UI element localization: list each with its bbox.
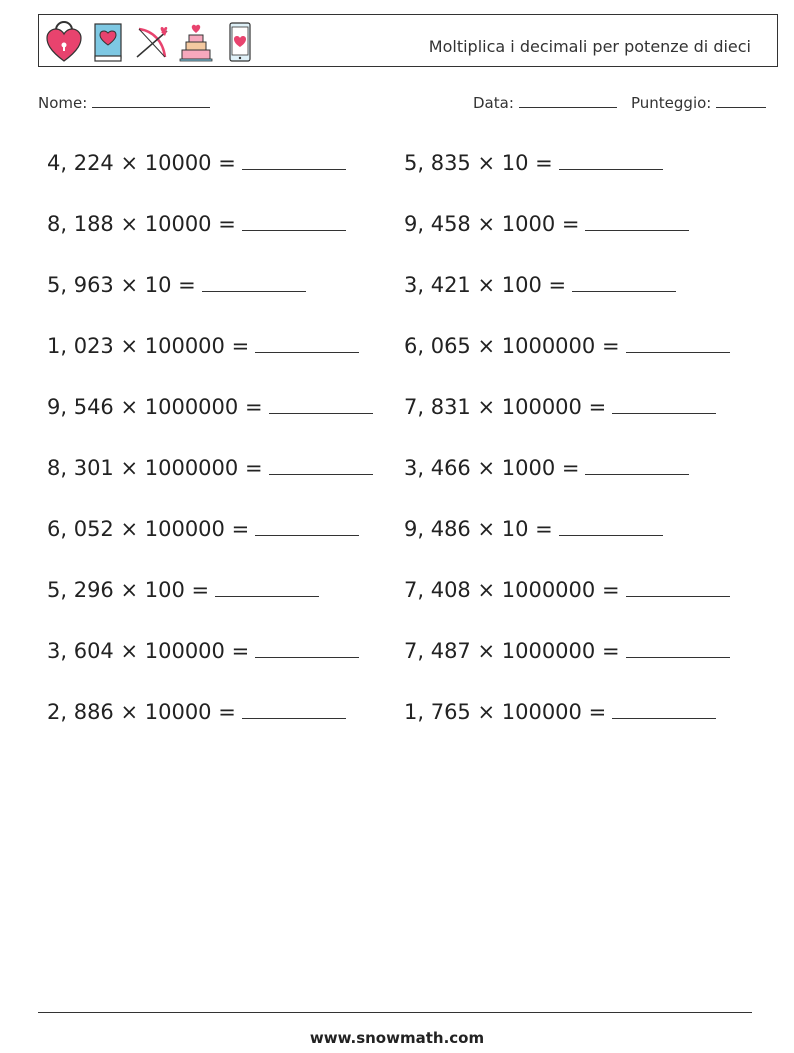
problem-8-right: 7, 408 × 1000000 = — [404, 576, 730, 602]
problem-5-left: 9, 546 × 1000000 = — [47, 393, 373, 419]
heart-phone-icon — [221, 21, 259, 63]
answer-blank — [269, 454, 373, 475]
answer-blank — [612, 393, 716, 414]
date-field — [473, 93, 617, 112]
answer-blank — [626, 576, 730, 597]
footer-divider — [38, 1012, 752, 1013]
problem-1-right: 5, 835 × 10 = — [404, 149, 663, 175]
answer-blank — [585, 210, 689, 231]
date-label: Data: — [473, 94, 514, 112]
heart-padlock-icon — [45, 21, 83, 63]
answer-blank — [626, 637, 730, 658]
problem-1-left: 4, 224 × 10000 = — [47, 149, 346, 175]
problem-5-right: 7, 831 × 100000 = — [404, 393, 716, 419]
footer-url: www.snowmath.com — [309, 1029, 485, 1047]
score-label: Punteggio: — [631, 94, 712, 112]
answer-blank — [242, 210, 346, 231]
problem-7-left: 6, 052 × 100000 = — [47, 515, 359, 541]
problem-2-left: 8, 188 × 10000 = — [47, 210, 346, 236]
problem-4-left: 1, 023 × 100000 = — [47, 332, 359, 358]
heart-book-icon — [89, 21, 127, 63]
answer-blank — [255, 332, 359, 353]
problem-3-right: 3, 421 × 100 = — [404, 271, 676, 297]
answer-blank — [612, 698, 716, 719]
problem-10-left: 2, 886 × 10000 = — [47, 698, 346, 724]
answer-blank — [242, 149, 346, 170]
date-line — [519, 93, 617, 108]
answer-blank — [559, 515, 663, 536]
problem-9-right: 7, 487 × 1000000 = — [404, 637, 730, 663]
problem-8-left: 5, 296 × 100 = — [47, 576, 319, 602]
problem-4-right: 6, 065 × 1000000 = — [404, 332, 730, 358]
problem-6-right: 3, 466 × 1000 = — [404, 454, 689, 480]
answer-blank — [269, 393, 373, 414]
wedding-cake-icon — [177, 21, 215, 63]
problem-6-left: 8, 301 × 1000000 = — [47, 454, 373, 480]
answer-blank — [572, 271, 676, 292]
name-line — [92, 93, 210, 108]
answer-blank — [255, 637, 359, 658]
problem-7-right: 9, 486 × 10 = — [404, 515, 663, 541]
problem-9-left: 3, 604 × 100000 = — [47, 637, 359, 663]
answer-blank — [559, 149, 663, 170]
problem-3-left: 5, 963 × 10 = — [47, 271, 306, 297]
score-line — [716, 93, 766, 108]
answer-blank — [626, 332, 730, 353]
worksheet-title: Moltiplica i decimali per potenze di dieci — [428, 37, 751, 56]
score-field — [631, 93, 766, 112]
answer-blank — [242, 698, 346, 719]
answer-blank — [202, 271, 306, 292]
answer-blank — [585, 454, 689, 475]
problem-2-right: 9, 458 × 1000 = — [404, 210, 689, 236]
bow-arrow-icon — [133, 21, 171, 63]
name-label: Nome: — [38, 94, 88, 112]
worksheet-header — [38, 14, 778, 67]
answer-blank — [215, 576, 319, 597]
name-field — [38, 93, 210, 112]
answer-blank — [255, 515, 359, 536]
problem-10-right: 1, 765 × 100000 = — [404, 698, 716, 724]
